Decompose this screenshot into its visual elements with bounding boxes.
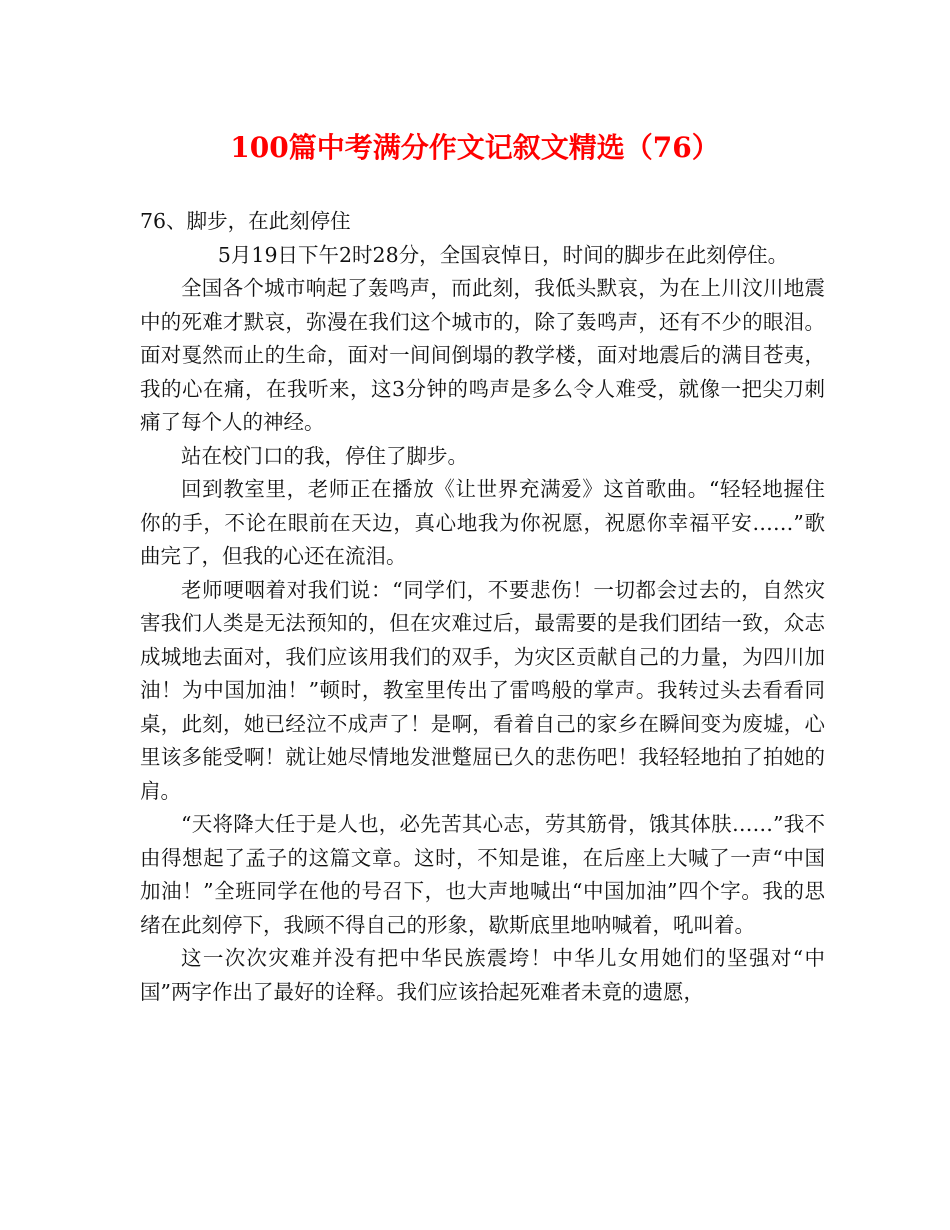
document-title: 100篇中考满分作文记叙文精选（76） [230,131,720,164]
paragraph-2: 全国各个城市响起了轰鸣声，而此刻，我低头默哀，为在上川汶川地震中的死难才默哀，弥漫在我们这个城市的，除了轰鸣声，还有不少的眼泪。面对戛然而止的生命，面对一间间倒塌的教学楼，面对地震后的满目苍夷，我的心在痛，在我听来，这3分钟的鸣声是多么令人难受，就像一把尖刀刺痛了每个人的神经。 [140,276,825,434]
article-body [140,205,825,1009]
paragraph-3: 站在校门口的我，停住了脚步。 [181,443,468,468]
article-heading: 76、脚步，在此刻停住 [140,209,351,233]
paragraph-1: 5月19日下午2时28分，全国哀悼日，时间的脚步在此刻停住。 [217,242,789,267]
paragraph-4: 回到教室里，老师正在播放《让世界充满爱》这首歌曲。“轻轻地握住你的手，不论在眼前在天边，真心地我为你祝愿，祝愿你幸福平安……”歌曲完了，但我的心还在流泪。 [140,477,825,568]
paragraph-5: 老师哽咽着对我们说：“同学们，不要悲伤！一切都会过去的，自然灾害我们人类是无法预知的，但在灾难过后，最需要的是我们团结一致，众志成城地去面对，我们应该用我们的双手，为灾区贡献自己的力量，为四川加油！为中国加油！”顿时，教室里传出了雷鸣般的掌声。我转过头去看看同桌，此刻，她已经泣不成声了！是啊，看着自己的家乡在瞬间变为废墟，心里该多能受啊！就让她尽情地发泄蹩屈已久的悲伤吧！我轻轻地拍了拍她的肩。 [140,577,825,803]
paragraph-7: 这一次次灾难并没有把中华民族震垮！中华儿女用她们的坚强对“中国”两字作出了最好的诠释。我们应该拾起死难者未竟的遗愿， [140,946,825,1004]
paragraph-6: “天将降大任于是人也，必先苦其心志，劳其筋骨，饿其体肤……”我不由得想起了孟子的这篇文章。这时，不知是谁，在后座上大喊了一声“中国加油！”全班同学在他的号召下，也大声地喊出“中国加油”四个字。我的思绪在此刻停下，我顾不得自己的形象，歇斯底里地呐喊着，吼叫着。 [140,812,825,937]
